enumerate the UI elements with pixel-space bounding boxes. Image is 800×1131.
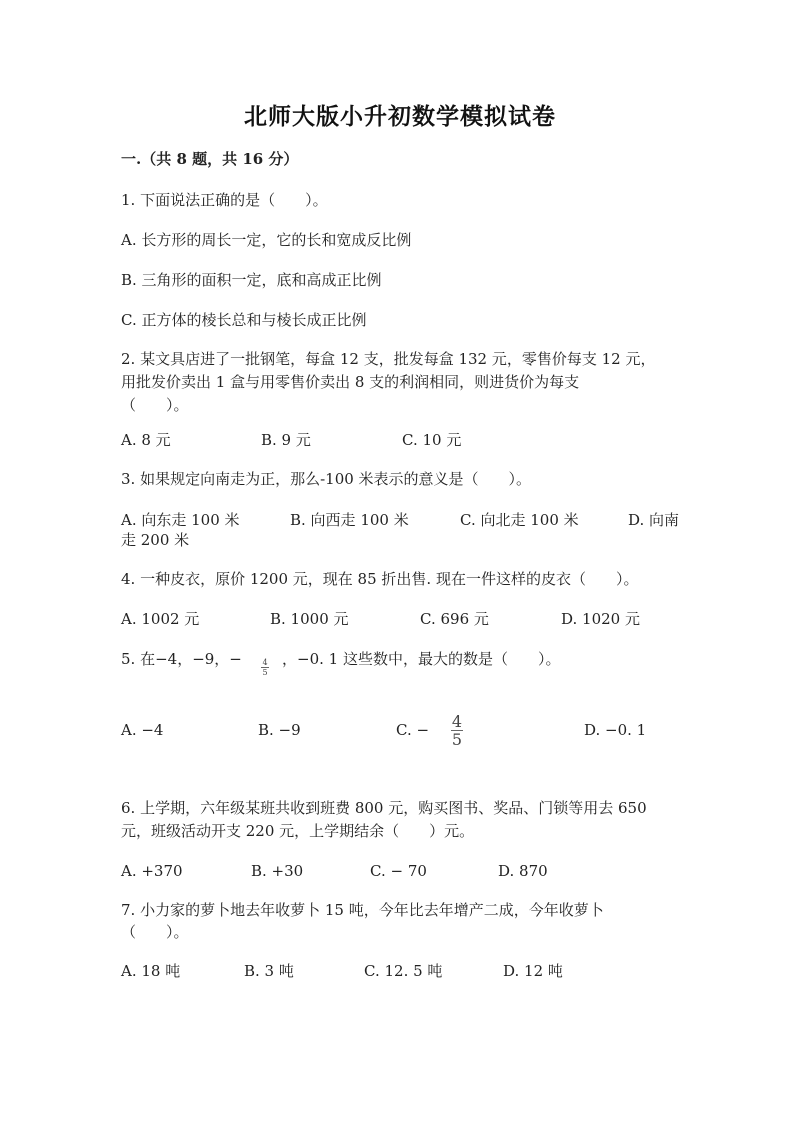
question-1-option-b: B. 三角形的面积一定，底和高成正比例 [121, 271, 382, 289]
question-2-option-c: C. 10 元 [402, 431, 462, 449]
question-5-stem-end: ，−0. 1 这些数中，最大的数是（ ）。 [282, 650, 561, 668]
question-2-option-b: B. 9 元 [261, 431, 311, 449]
question-2-option-a: A. 8 元 [121, 431, 171, 449]
question-7-option-b: B. 3 吨 [244, 962, 294, 980]
question-7-option-c: C. 12. 5 吨 [364, 962, 443, 980]
question-2-stem-line-2: 用批发价卖出 1 盒与用零售价卖出 8 支的利润相同，则进货价为每支 [121, 373, 580, 391]
question-4-option-c: C. 696 元 [420, 610, 489, 628]
question-7-stem-line-2: （ ）。 [121, 923, 189, 941]
question-4-option-d: D. 1020 元 [561, 610, 640, 628]
question-7-option-a: A. 18 吨 [121, 962, 181, 980]
question-5-option-a: A. −4 [121, 721, 164, 739]
question-1-option-a: A. 长方形的周长一定，它的长和宽成反比例 [121, 231, 412, 249]
page-title: 北师大版小升初数学模拟试卷 [244, 103, 556, 130]
question-6-option-a: A. +370 [121, 862, 183, 880]
question-4-option-a: A. 1002 元 [121, 610, 200, 628]
question-3-option-a: A. 向东走 100 米 [121, 511, 240, 529]
question-1-option-c: C. 正方体的棱长总和与棱长成正比例 [121, 311, 367, 329]
question-4-stem: 4. 一种皮衣，原价 1200 元，现在 85 折出售. 现在一件这样的皮衣（ ）。 [121, 570, 639, 588]
question-3-stem: 3. 如果规定向南走为正，那么-100 米表示的意义是（ ）。 [121, 470, 532, 488]
question-5-fraction [261, 658, 269, 677]
fraction-numerator: 4 [451, 712, 463, 731]
question-5-option-b: B. −9 [258, 721, 301, 739]
question-5-option-c: C. − [396, 721, 430, 739]
question-3-option-b: B. 向西走 100 米 [290, 511, 409, 529]
question-7-option-d: D. 12 吨 [503, 962, 563, 980]
question-3-option-d: D. 向南 [628, 511, 680, 529]
question-5-option-c-fraction [451, 713, 463, 748]
question-6-option-c: C. − 70 [370, 862, 427, 880]
fraction-denominator: 5 [262, 668, 268, 677]
section-heading: 一.（共 8 题，共 16 分） [121, 150, 299, 168]
question-2-stem-line-1: 2. 某文具店进了一批钢笔，每盒 12 支，批发每盒 132 元，零售价每支 12 元， [121, 350, 656, 368]
question-4-option-b: B. 1000 元 [270, 610, 349, 628]
question-6-stem-line-1: 6. 上学期，六年级某班共收到班费 800 元，购买图书、奖品、门锁等用去 650 [121, 799, 647, 817]
question-6-stem-line-2: 元，班级活动开支 220 元，上学期结余（ ）元。 [121, 822, 475, 840]
question-6-option-d: D. 870 [498, 862, 548, 880]
question-6-option-b: B. +30 [251, 862, 304, 880]
question-3-option-d-continued: 走 200 米 [121, 531, 190, 549]
question-3-option-c: C. 向北走 100 米 [460, 511, 579, 529]
fraction-denominator: 5 [451, 730, 463, 749]
question-7-stem-line-1: 7. 小力家的萝卜地去年收萝卜 15 吨，今年比去年增产二成，今年收萝卜 [121, 901, 604, 919]
question-5-stem-start: 5. 在−4，−9，− [121, 650, 242, 668]
fraction-numerator: 4 [262, 658, 268, 667]
question-2-stem-line-3: （ ）。 [121, 396, 189, 414]
question-5-option-d: D. −0. 1 [584, 721, 647, 739]
question-1-stem: 1. 下面说法正确的是（ ）。 [121, 191, 328, 209]
